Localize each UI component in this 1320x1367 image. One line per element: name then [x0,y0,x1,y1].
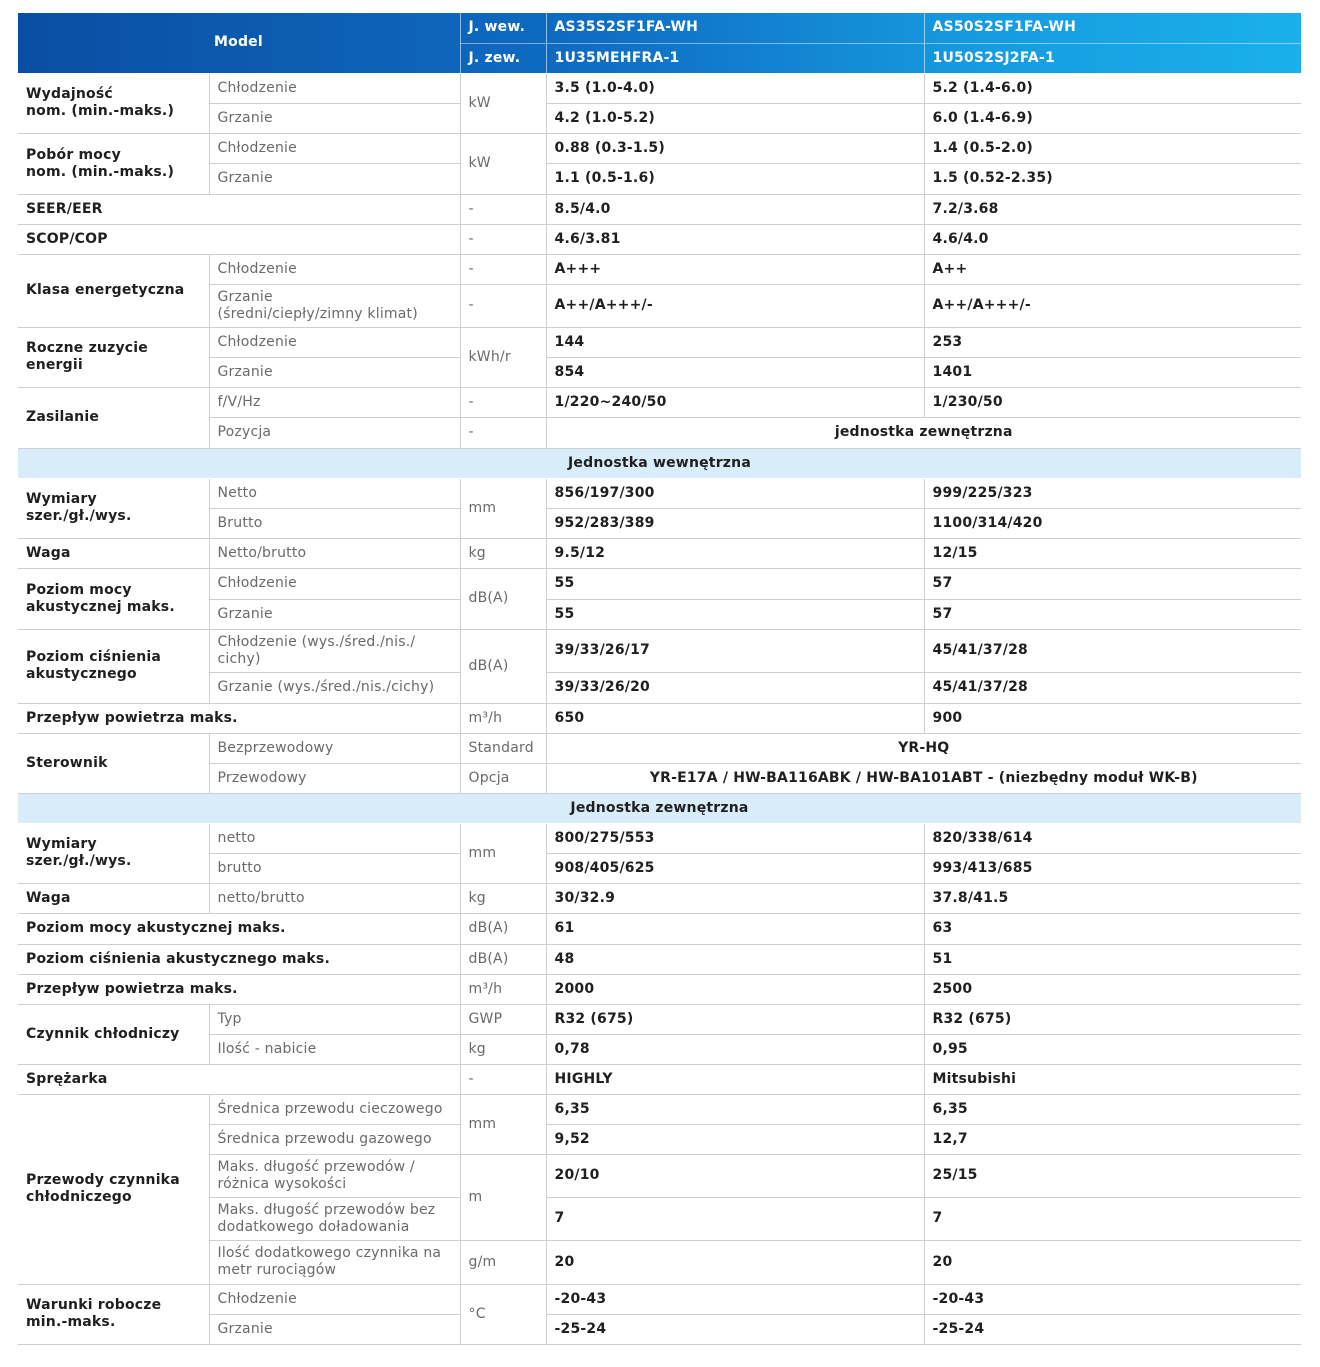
value-cell-model-2: 57 [924,599,1301,629]
row-sub-label: Grzanie [209,103,460,133]
table-row [18,1094,1301,1124]
value-cell-model-1: 8.5/4.0 [546,194,924,224]
value-cell-model-1: 9,52 [546,1124,924,1154]
header-row-indoor [18,13,1301,43]
row-sub-label: Maks. długość przewodów / różnica wysokości [209,1154,460,1197]
value-cell-model-1: 0,78 [546,1034,924,1064]
value-cell-model-2: 4.6/4.0 [924,224,1301,254]
value-cell-model-2: -25-24 [924,1314,1301,1344]
unit-cell: kg [460,538,546,568]
value-cell-model-1: 20/10 [546,1154,924,1197]
value-cell-model-1: A+++ [546,254,924,284]
table-row [18,1124,1301,1154]
unit-cell: - [460,1064,546,1094]
value-cell-model-1: 30/32.9 [546,883,924,913]
unit-cell: mm [460,478,546,538]
row-group-label: Sterownik [18,733,209,793]
value-cell-model-2: 12/15 [924,538,1301,568]
table-row [18,733,1301,763]
value-cell-shared: YR-E17A / HW-BA116ABK / HW-BA101ABT - (niezbędny moduł WK-B) [546,763,1301,793]
unit-cell: kg [460,883,546,913]
table-row [18,327,1301,357]
value-cell-model-1: 2000 [546,974,924,1004]
row-group-label: Zasilanie [18,387,209,448]
table-row [18,763,1301,793]
table-row [18,73,1301,103]
value-cell-model-1: 144 [546,327,924,357]
section-title: Jednostka zewnętrzna [18,793,1301,823]
row-sub-label: Netto [209,478,460,508]
row-group-label: SEER/EER [18,194,460,224]
value-cell-model-2: 7 [924,1197,1301,1240]
row-group-label: Przepływ powietrza maks. [18,703,460,733]
value-cell-model-2: 25/15 [924,1154,1301,1197]
value-cell-model-1: -25-24 [546,1314,924,1344]
table-row [18,629,1301,672]
value-cell-model-1: A++/A+++/- [546,284,924,327]
table-row [18,823,1301,853]
value-cell-model-2: 6,35 [924,1094,1301,1124]
unit-cell: m [460,1154,546,1240]
table-row [18,538,1301,568]
unit-cell: °C [460,1284,546,1344]
row-group-label: Waga [18,538,209,568]
table-row [18,1034,1301,1064]
row-group-label: Poziom mocy akustycznej maks. [18,568,209,629]
row-group-label: Waga [18,883,209,913]
value-cell-model-1: 1/220~240/50 [546,387,924,417]
value-cell-model-2: 20 [924,1240,1301,1284]
unit-cell: m³/h [460,703,546,733]
value-cell-model-2: 1100/314/420 [924,508,1301,538]
model-1-indoor: AS35S2SF1FA-WH [546,13,924,43]
value-cell-model-1: 55 [546,568,924,599]
row-sub-label: Chłodzenie [209,1284,460,1314]
table-row [18,703,1301,733]
row-sub-label: Grzanie [209,357,460,387]
row-group-label: Roczne zuzycie energii [18,327,209,387]
table-row [18,387,1301,417]
value-cell-model-1: 9.5/12 [546,538,924,568]
spec-table [18,13,1301,1345]
row-sub-label: Grzanie [209,599,460,629]
value-cell-model-1: 48 [546,944,924,974]
row-group-label: Warunki robocze min.-maks. [18,1284,209,1344]
row-sub-label: Brutto [209,508,460,538]
row-sub-label: Chłodzenie [209,327,460,357]
unit-cell: kWh/r [460,327,546,387]
unit-cell: dB(A) [460,629,546,703]
value-cell-model-2: A++ [924,254,1301,284]
value-cell-model-2: 63 [924,913,1301,944]
table-row [18,974,1301,1004]
table-row [18,224,1301,254]
value-cell-shared: jednostka zewnętrzna [546,417,1301,448]
value-cell-model-2: 12,7 [924,1124,1301,1154]
table-row [18,1004,1301,1034]
unit-cell: - [460,254,546,284]
row-sub-label: Chłodzenie [209,133,460,163]
table-row [18,1240,1301,1284]
row-sub-label: Grzanie [209,163,460,194]
value-cell-model-2: 37.8/41.5 [924,883,1301,913]
row-sub-label: Grzanie (średni/ciepły/zimny klimat) [209,284,460,327]
value-cell-model-1: R32 (675) [546,1004,924,1034]
value-cell-model-1: -20-43 [546,1284,924,1314]
row-sub-label: Chłodzenie (wys./śred./nis./ cichy) [209,629,460,672]
row-group-label: Poziom ciśnienia akustycznego [18,629,209,703]
table-row [18,103,1301,133]
unit-cell: m³/h [460,974,546,1004]
value-cell-model-2: A++/A+++/- [924,284,1301,327]
row-sub-label: Ilość dodatkowego czynnika na metr rurociągów [209,1240,460,1284]
row-sub-label: Chłodzenie [209,568,460,599]
table-row [18,1064,1301,1094]
value-cell-model-2: 1.5 (0.52-2.35) [924,163,1301,194]
value-cell-model-2: 57 [924,568,1301,599]
table-row [18,254,1301,284]
value-cell-shared: YR-HQ [546,733,1301,763]
row-sub-label: Pozycja [209,417,460,448]
row-sub-label: Maks. długość przewodów bez dodatkowego doładowania [209,1197,460,1240]
row-sub-label: Bezprzewodowy [209,733,460,763]
unit-cell: - [460,387,546,417]
value-cell-model-2: 45/41/37/28 [924,629,1301,672]
table-row [18,944,1301,974]
value-cell-model-2: 993/413/685 [924,853,1301,883]
value-cell-model-1: 39/33/26/17 [546,629,924,672]
unit-cell: mm [460,1094,546,1154]
row-group-label: Wymiary szer./gł./wys. [18,478,209,538]
unit-cell: mm [460,823,546,883]
table-row [18,508,1301,538]
indoor-unit-label: J. wew. [460,13,546,43]
value-cell-model-1: 0.88 (0.3-1.5) [546,133,924,163]
row-sub-label: Grzanie (wys./śred./nis./cichy) [209,672,460,703]
value-cell-model-1: 7 [546,1197,924,1240]
unit-cell: kg [460,1034,546,1064]
unit-cell: kW [460,133,546,194]
unit-cell: - [460,224,546,254]
value-cell-model-2: Mitsubishi [924,1064,1301,1094]
row-group-label: Wydajność nom. (min.-maks.) [18,73,209,133]
row-sub-label: netto/brutto [209,883,460,913]
value-cell-model-2: 45/41/37/28 [924,672,1301,703]
value-cell-model-1: 908/405/625 [546,853,924,883]
unit-cell: Standard [460,733,546,763]
row-group-label: Pobór mocy nom. (min.-maks.) [18,133,209,194]
unit-cell: dB(A) [460,944,546,974]
table-row [18,1154,1301,1197]
table-row [18,417,1301,448]
table-row [18,568,1301,599]
model-2-indoor: AS50S2SF1FA-WH [924,13,1301,43]
value-cell-model-1: 800/275/553 [546,823,924,853]
row-sub-label: Chłodzenie [209,73,460,103]
row-group-label: Przepływ powietrza maks. [18,974,460,1004]
value-cell-model-2: 51 [924,944,1301,974]
unit-cell: - [460,417,546,448]
value-cell-model-2: R32 (675) [924,1004,1301,1034]
value-cell-model-2: 6.0 (1.4-6.9) [924,103,1301,133]
value-cell-model-1: 4.2 (1.0-5.2) [546,103,924,133]
unit-cell: g/m [460,1240,546,1284]
value-cell-model-1: 55 [546,599,924,629]
table-row [18,883,1301,913]
row-sub-label: Grzanie [209,1314,460,1344]
value-cell-model-1: 4.6/3.81 [546,224,924,254]
section-header [18,448,1301,478]
unit-cell: kW [460,73,546,133]
row-sub-label: Netto/brutto [209,538,460,568]
table-row [18,599,1301,629]
row-sub-label: Typ [209,1004,460,1034]
table-row [18,1314,1301,1344]
model-label: Model [18,13,460,73]
row-sub-label: brutto [209,853,460,883]
table-row [18,284,1301,327]
unit-cell: - [460,284,546,327]
table-row [18,853,1301,883]
value-cell-model-2: 820/338/614 [924,823,1301,853]
row-group-label: Poziom mocy akustycznej maks. [18,913,460,944]
unit-cell: Opcja [460,763,546,793]
value-cell-model-2: 900 [924,703,1301,733]
row-sub-label: f/V/Hz [209,387,460,417]
value-cell-model-2: 0,95 [924,1034,1301,1064]
row-group-label: SCOP/COP [18,224,460,254]
table-row [18,672,1301,703]
value-cell-model-2: 2500 [924,974,1301,1004]
table-row [18,478,1301,508]
value-cell-model-1: 39/33/26/20 [546,672,924,703]
section-title: Jednostka wewnętrzna [18,448,1301,478]
row-sub-label: netto [209,823,460,853]
value-cell-model-2: 5.2 (1.4-6.0) [924,73,1301,103]
row-group-label: Klasa energetyczna [18,254,209,327]
table-row [18,357,1301,387]
table-row [18,133,1301,163]
value-cell-model-1: 952/283/389 [546,508,924,538]
table-row [18,913,1301,944]
value-cell-model-1: 6,35 [546,1094,924,1124]
value-cell-model-1: 3.5 (1.0-4.0) [546,73,924,103]
unit-cell: dB(A) [460,913,546,944]
model-2-outdoor: 1U50S2SJ2FA-1 [924,43,1301,73]
row-sub-label: Średnica przewodu gazowego [209,1124,460,1154]
row-sub-label: Przewodowy [209,763,460,793]
row-sub-label: Ilość - nabicie [209,1034,460,1064]
value-cell-model-1: 856/197/300 [546,478,924,508]
table-row [18,163,1301,194]
row-group-label: Czynnik chłodniczy [18,1004,209,1064]
section-header [18,793,1301,823]
value-cell-model-1: 650 [546,703,924,733]
value-cell-model-2: 1401 [924,357,1301,387]
row-group-label: Przewody czynnika chłodniczego [18,1094,209,1284]
row-group-label: Wymiary szer./gł./wys. [18,823,209,883]
value-cell-model-2: 7.2/3.68 [924,194,1301,224]
outdoor-unit-label: J. zew. [460,43,546,73]
value-cell-model-2: 999/225/323 [924,478,1301,508]
unit-cell: - [460,194,546,224]
unit-cell: GWP [460,1004,546,1034]
value-cell-model-2: 1/230/50 [924,387,1301,417]
value-cell-model-1: 1.1 (0.5-1.6) [546,163,924,194]
value-cell-model-2: 253 [924,327,1301,357]
row-group-label: Sprężarka [18,1064,460,1094]
value-cell-model-2: 1.4 (0.5-2.0) [924,133,1301,163]
table-row [18,1197,1301,1240]
table-row [18,194,1301,224]
value-cell-model-1: HIGHLY [546,1064,924,1094]
value-cell-model-2: -20-43 [924,1284,1301,1314]
value-cell-model-1: 20 [546,1240,924,1284]
row-sub-label: Chłodzenie [209,254,460,284]
value-cell-model-1: 854 [546,357,924,387]
model-1-outdoor: 1U35MEHFRA-1 [546,43,924,73]
unit-cell: dB(A) [460,568,546,629]
row-group-label: Poziom ciśnienia akustycznego maks. [18,944,460,974]
table-row [18,1284,1301,1314]
value-cell-model-1: 61 [546,913,924,944]
row-sub-label: Średnica przewodu cieczowego [209,1094,460,1124]
